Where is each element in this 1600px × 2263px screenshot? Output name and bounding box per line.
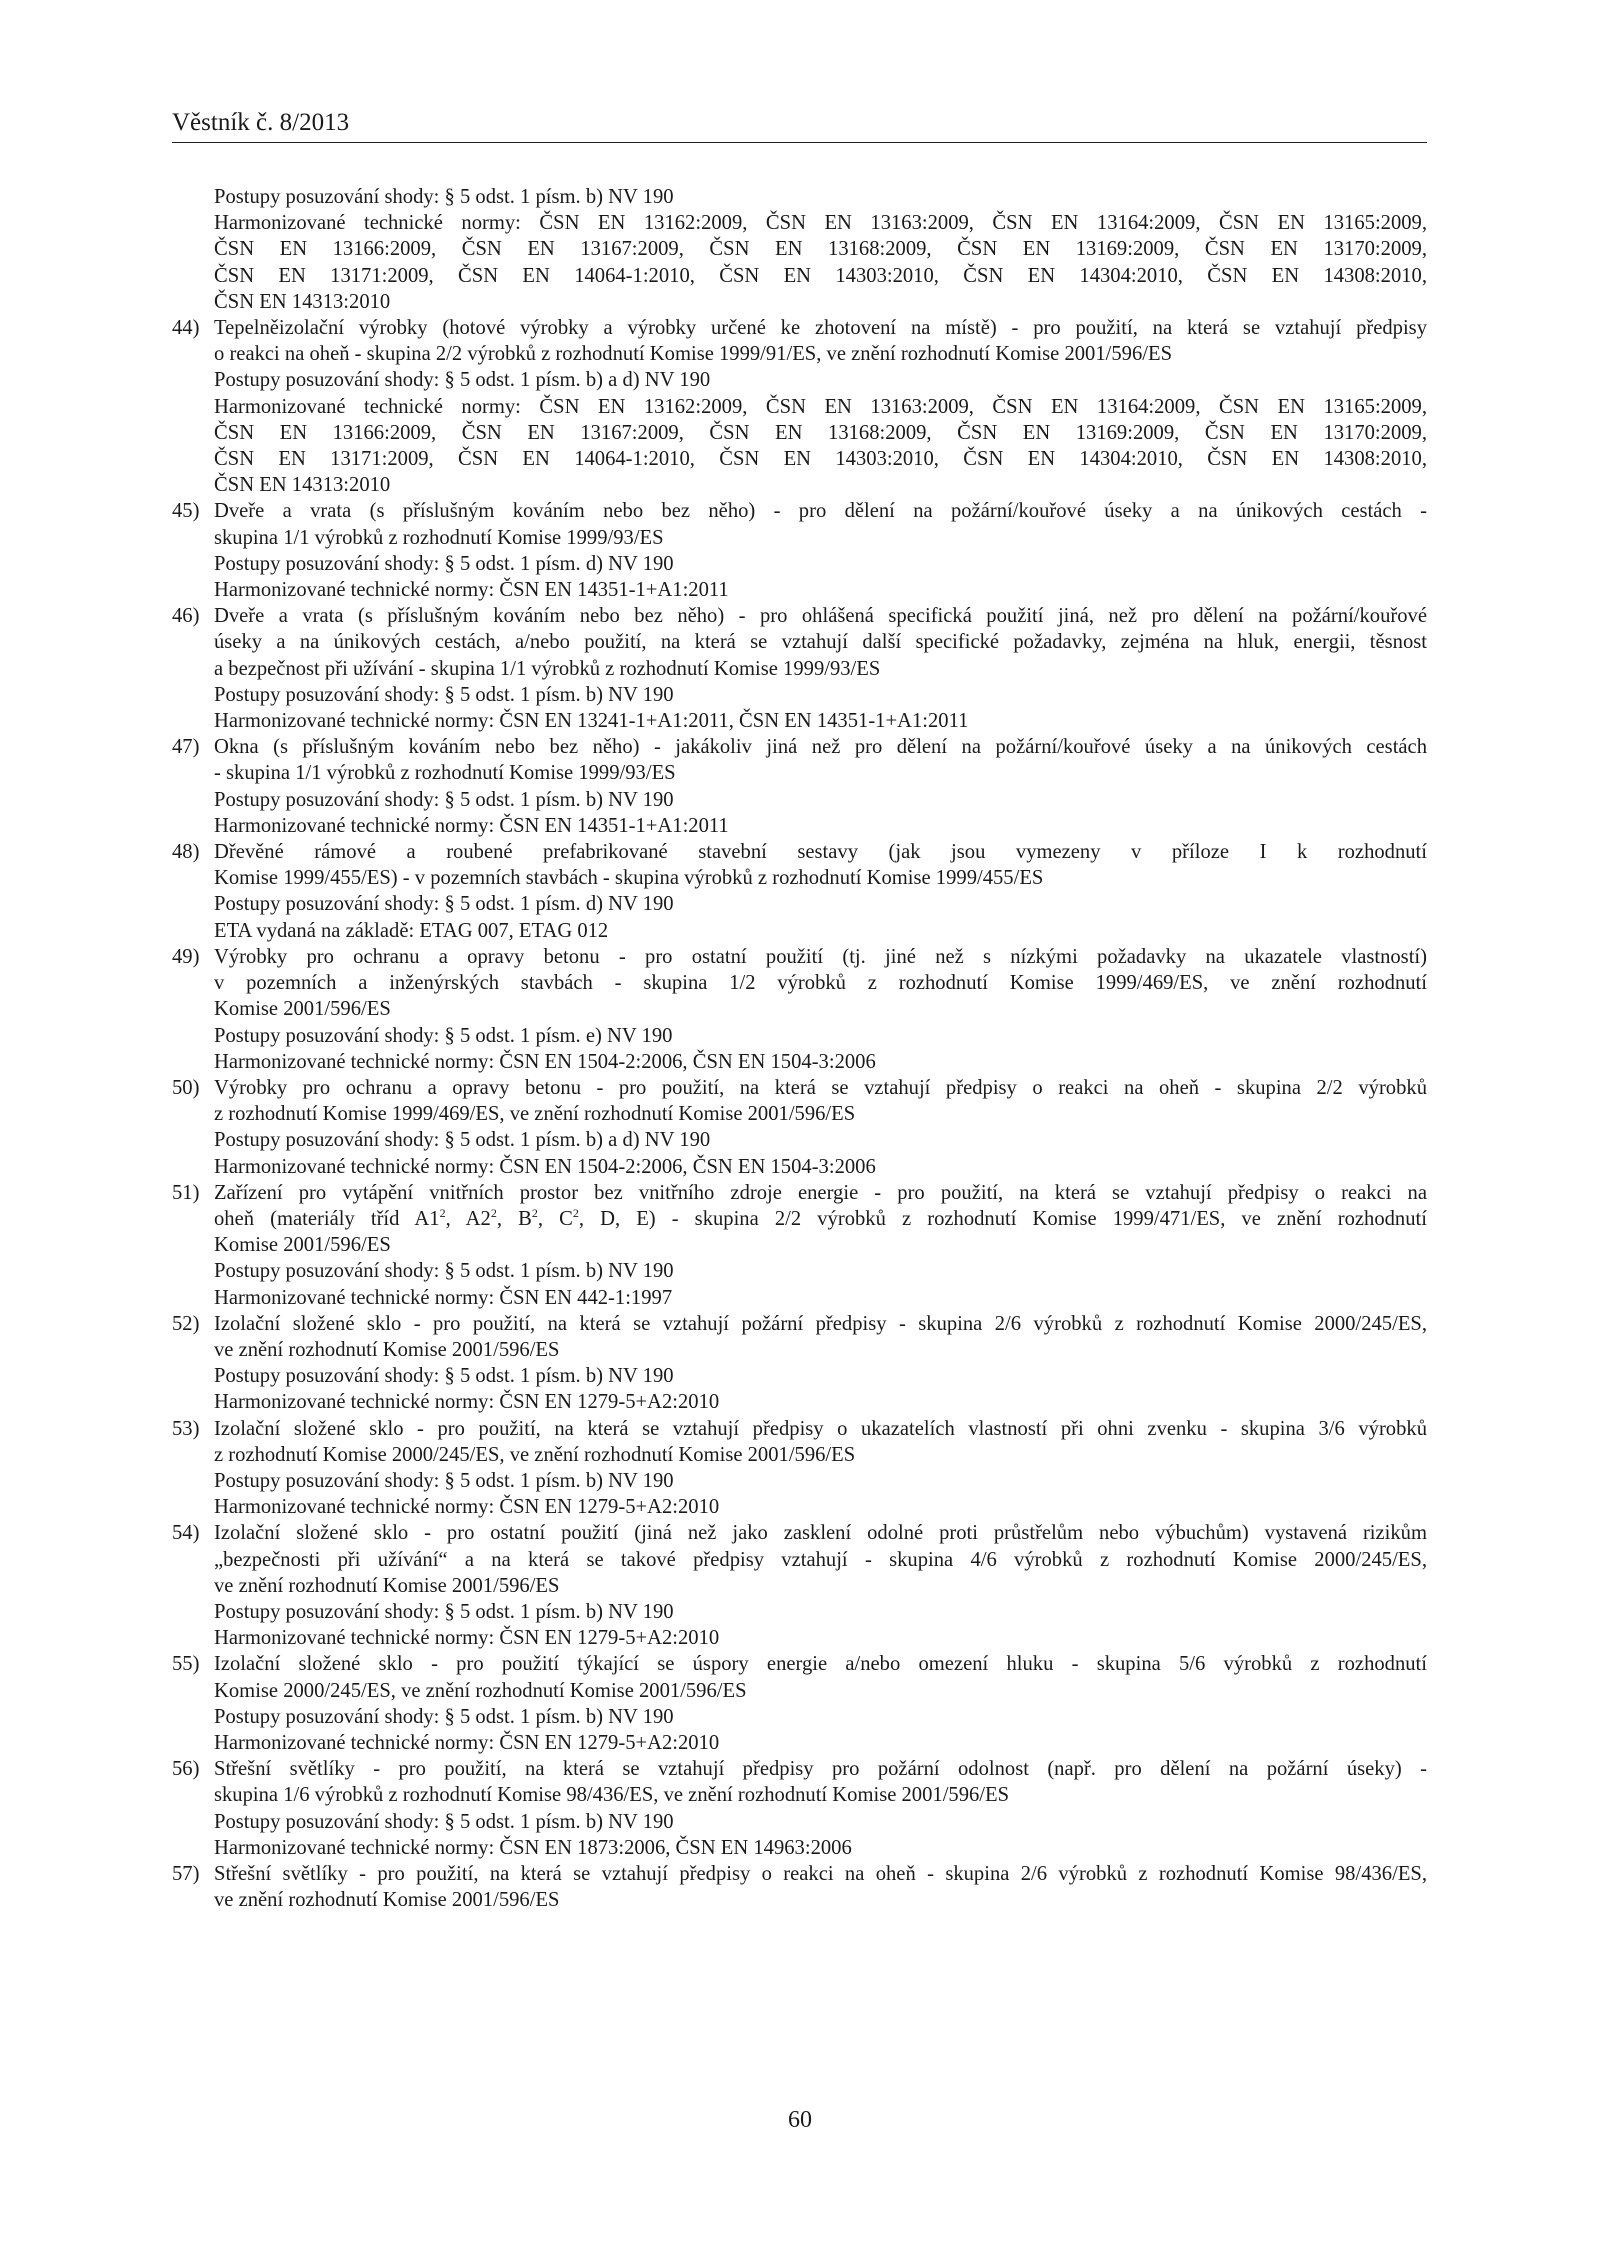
item-line: z rozhodnutí Komise 1999/469/ES, ve znění rozhodnutí Komise 2001/596/ES (214, 1103, 856, 1126)
item-line: Harmonizované technické normy: ČSN EN 1279-5+A2:2010 (214, 1731, 720, 1754)
list-item (172, 1416, 1427, 1521)
item-text: Střešní světlíky - pro použití, na která se vztahují předpisy o reakci na oheň - skupina 2/6 výrobků z rozhodnutí Komise 98/436/ES, (214, 1863, 1427, 1885)
item-line: Harmonizované technické normy: ČSN EN 1504-2:2006, ČSN EN 1504-3:2006 (214, 1155, 876, 1178)
page-number: 60 (788, 2107, 812, 2133)
list-item (172, 1520, 1427, 1651)
item-line: Harmonizované technické normy: ČSN EN 1279-5+A2:2010 (214, 1496, 720, 1519)
item-line: Postupy posuzování shody: § 5 odst. 1 písm. d) NV 190 (214, 552, 674, 575)
item-first-line (172, 1416, 1427, 1442)
item-line: ve znění rozhodnutí Komise 2001/596/ES (214, 1574, 560, 1597)
journal-title: Věstník č. 8/2013 (172, 109, 350, 136)
item-line: ČSN EN 13166:2009, ČSN EN 13167:2009, ČSN EN 13168:2009, ČSN EN 13169:2009, ČSN EN 13170:2009, (214, 421, 1427, 444)
document-body (172, 184, 1427, 1913)
item-number: 48) (172, 841, 200, 864)
item-line: Komise 2001/596/ES (214, 1234, 391, 1257)
item-text-part: , D, E) - skupina 2/2 výrobků z rozhodnutí Komise 1999/471/ES, ve znění rozhodnutí (578, 1207, 1427, 1230)
item-line: úseky a na únikových cestách, a/nebo použití, na která se vztahují další specifické požadavky, zejména na hluk, energii, těsnost (214, 631, 1427, 654)
item-line: Postupy posuzování shody: § 5 odst. 1 písm. b) NV 190 (214, 1600, 674, 1623)
list-item (172, 1180, 1427, 1311)
item-line: Postupy posuzování shody: § 5 odst. 1 písm. b) NV 190 (214, 1260, 674, 1283)
item-number: 56) (172, 1758, 200, 1781)
item-first-line (172, 1075, 1427, 1101)
item-line: ve znění rozhodnutí Komise 2001/596/ES (214, 1889, 560, 1912)
item-first-line (172, 1861, 1427, 1887)
item-text-part: , A2 (445, 1207, 491, 1230)
item-text: Izolační složené sklo - pro použití, na která se vztahují požární předpisy - skupina 2/6 výrobků z rozhodnutí Komise 2000/245/ES, (214, 1312, 1427, 1335)
item-number: 54) (172, 1522, 200, 1545)
item-line (172, 1206, 1427, 1232)
item-line: ETA vydaná na základě: ETAG 007, ETAG 012 (214, 919, 609, 942)
item-first-line (172, 1520, 1427, 1546)
item-text: Izolační složené sklo - pro ostatní použití (jiná než jako zasklení odolné proti průstřelům nebo výbuchům) vystavená rizikům (214, 1522, 1427, 1545)
item-line: Harmonizované technické normy: ČSN EN 442-1:1997 (214, 1286, 673, 1309)
item-number: 52) (172, 1312, 200, 1335)
list-item (172, 734, 1427, 839)
item-number: 50) (172, 1076, 200, 1099)
item-line: Komise 2001/596/ES (214, 998, 391, 1021)
item-text-part: oheň (materiály tříd A1 (214, 1207, 440, 1230)
list-item (172, 315, 1427, 498)
superscript: 2 (439, 1206, 446, 1221)
item-line: z rozhodnutí Komise 2000/245/ES, ve znění rozhodnutí Komise 2001/596/ES (214, 1443, 856, 1466)
item-line: Harmonizované technické normy: ČSN EN 1279-5+A2:2010 (214, 1627, 720, 1650)
item-first-line (172, 1651, 1427, 1677)
item-first-line (172, 1180, 1427, 1206)
item-text-part: , B (496, 1207, 532, 1230)
item-line: Harmonizované technické normy: ČSN EN 13162:2009, ČSN EN 13163:2009, ČSN EN 13164:2009, ČSN EN 13165:2009, (214, 395, 1427, 418)
list-item (172, 944, 1427, 1075)
item-number: 49) (172, 945, 200, 968)
list-item (172, 1651, 1427, 1756)
item-line: o reakci na oheň - skupina 2/2 výrobků z rozhodnutí Komise 1999/91/ES, ve znění rozhodnutí Komise 2001/596/ES (214, 343, 1173, 366)
item-line: Postupy posuzování shody: § 5 odst. 1 písm. b) a d) NV 190 (214, 1129, 711, 1152)
item-number: 55) (172, 1653, 200, 1676)
header-rule (172, 142, 1427, 143)
item-number: 46) (172, 605, 200, 628)
item-number: 44) (172, 317, 200, 340)
item-text: Střešní světlíky - pro použití, na která se vztahují předpisy pro požární odolnost (např. pro dělení na požární úseky) - (214, 1758, 1427, 1781)
item-line: Postupy posuzování shody: § 5 odst. 1 písm. b) a d) NV 190 (214, 369, 711, 392)
preamble-line: ČSN EN 14313:2010 (214, 290, 391, 313)
item-line: Harmonizované technické normy: ČSN EN 1873:2006, ČSN EN 14963:2006 (214, 1836, 852, 1859)
item-line: Harmonizované technické normy: ČSN EN 14351-1+A1:2011 (214, 579, 729, 602)
item-first-line (172, 944, 1427, 970)
preamble-line: Harmonizované technické normy: ČSN EN 13162:2009, ČSN EN 13163:2009, ČSN EN 13164:2009, ČSN EN 13165:2009, (214, 212, 1427, 235)
list-item (172, 1756, 1427, 1861)
item-text: Okna (s příslušným kováním nebo bez něho) - jakákoliv jiná než pro dělení na požární/kouřové úseky a na únikových cestách (214, 736, 1427, 759)
item-number: 45) (172, 500, 200, 523)
list-item (172, 1861, 1427, 1913)
list-item (172, 839, 1427, 944)
list-item (172, 1311, 1427, 1416)
preamble-line: Postupy posuzování shody: § 5 odst. 1 písm. b) NV 190 (214, 186, 674, 208)
item-line: a bezpečnost při užívání - skupina 1/1 výrobků z rozhodnutí Komise 1999/93/ES (214, 657, 881, 680)
item-line: Postupy posuzování shody: § 5 odst. 1 písm. b) NV 190 (214, 683, 674, 706)
item-first-line (172, 498, 1427, 524)
item-line: Postupy posuzování shody: § 5 odst. 1 písm. b) NV 190 (214, 1469, 674, 1492)
item-line: skupina 1/1 výrobků z rozhodnutí Komise 1999/93/ES (214, 526, 664, 549)
item-line: v pozemních a inženýrských stavbách - skupina 1/2 výrobků z rozhodnutí Komise 1999/469/ES, ve znění rozhodnutí (214, 972, 1427, 995)
item-line: Postupy posuzování shody: § 5 odst. 1 písm. b) NV 190 (214, 1365, 674, 1388)
item-text: Dveře a vrata (s příslušným kováním nebo bez něho) - pro dělení na požární/kouřové úseky a na únikových cestách - (214, 500, 1427, 523)
item-number: 51) (172, 1181, 200, 1204)
item-text: Zařízení pro vytápění vnitřních prostor bez vnitřního zdroje energie - pro použití, na která se vztahují předpisy o reakci na (214, 1181, 1427, 1204)
item-text: Dřevěné rámové a roubené prefabrikované stavební sestavy (jak jsou vymezeny v příloze I k rozhodnutí (214, 841, 1427, 864)
item-text: Tepelněizolační výrobky (hotové výrobky a výrobky určené ke zhotovení na místě) - pro použití, na která se vztahují předpisy (214, 317, 1427, 340)
item-first-line (172, 839, 1427, 865)
item-line: Postupy posuzování shody: § 5 odst. 1 písm. b) NV 190 (214, 1705, 674, 1728)
item-number: 47) (172, 736, 200, 759)
item-line: Postupy posuzování shody: § 5 odst. 1 písm. e) NV 190 (214, 1024, 673, 1047)
superscript: 2 (572, 1206, 579, 1221)
item-first-line (172, 1311, 1427, 1337)
item-line: „bezpečnosti při užívání“ a na která se takové předpisy vztahují - skupina 4/6 výrobků z rozhodnutí Komise 2000/245/ES, (214, 1548, 1427, 1571)
item-text: Izolační složené sklo - pro použití týkající se úspory energie a/nebo omezení hluku - skupina 5/6 výrobků z rozhodnutí (214, 1653, 1427, 1676)
item-first-line (172, 734, 1427, 760)
item-text: Izolační složené sklo - pro použití, na která se vztahují předpisy o ukazatelích vlastností při ohni zvenku - skupina 3/6 výrobků (214, 1417, 1427, 1440)
item-line: ČSN EN 14313:2010 (214, 474, 391, 497)
preamble-line: ČSN EN 13166:2009, ČSN EN 13167:2009, ČSN EN 13168:2009, ČSN EN 13169:2009, ČSN EN 13170:2009, (214, 238, 1427, 261)
item-text: Výrobky pro ochranu a opravy betonu - pro ostatní použití (tj. jiné než s nízkými požadavky na ukazatele vlastností) (214, 945, 1427, 968)
list-item (172, 1075, 1427, 1180)
item-number: 53) (172, 1417, 200, 1440)
item-line: Postupy posuzování shody: § 5 odst. 1 písm. d) NV 190 (214, 893, 674, 916)
item-line: Harmonizované technické normy: ČSN EN 13241-1+A1:2011, ČSN EN 14351-1+A1:2011 (214, 710, 969, 733)
item-line: Harmonizované technické normy: ČSN EN 1504-2:2006, ČSN EN 1504-3:2006 (214, 1050, 876, 1073)
item-line: Postupy posuzování shody: § 5 odst. 1 písm. b) NV 190 (214, 788, 674, 811)
item-line: Harmonizované technické normy: ČSN EN 1279-5+A2:2010 (214, 1391, 720, 1414)
list-item (172, 498, 1427, 603)
list-item (172, 603, 1427, 734)
item-line: Komise 2000/245/ES, ve znění rozhodnutí Komise 2001/596/ES (214, 1679, 747, 1702)
item-text: Výrobky pro ochranu a opravy betonu - pro použití, na která se vztahují předpisy o reakci na oheň - skupina 2/2 výrobků (214, 1076, 1427, 1099)
superscript: 2 (531, 1206, 538, 1221)
item-line: ČSN EN 13171:2009, ČSN EN 14064-1:2010, ČSN EN 14303:2010, ČSN EN 14304:2010, ČSN EN 14308:2010, (214, 448, 1427, 471)
item-text: Dveře a vrata (s příslušným kováním nebo bez něho) - pro ohlášená specifická použití jiná, než pro dělení na požární/kouřové (214, 605, 1427, 628)
item-line: skupina 1/6 výrobků z rozhodnutí Komise 98/436/ES, ve znění rozhodnutí Komise 2001/596/ES (214, 1784, 1010, 1807)
item-first-line (172, 1756, 1427, 1782)
item-line: Komise 1999/455/ES) - v pozemních stavbách - skupina výrobků z rozhodnutí Komise 1999/455/ES (214, 867, 1044, 890)
item-line: Postupy posuzování shody: § 5 odst. 1 písm. b) NV 190 (214, 1810, 674, 1833)
preamble-line: ČSN EN 13171:2009, ČSN EN 14064-1:2010, ČSN EN 14303:2010, ČSN EN 14304:2010, ČSN EN 14308:2010, (214, 264, 1427, 287)
item-first-line (172, 315, 1427, 341)
item-line: - skupina 1/1 výrobků z rozhodnutí Komise 1999/93/ES (214, 762, 676, 785)
item-line: ve znění rozhodnutí Komise 2001/596/ES (214, 1338, 560, 1361)
item-line: Harmonizované technické normy: ČSN EN 14351-1+A1:2011 (214, 814, 729, 837)
item-number: 57) (172, 1863, 200, 1885)
superscript: 2 (490, 1206, 497, 1221)
item-first-line (172, 603, 1427, 629)
item-text-part: , C (537, 1207, 573, 1230)
page-header (172, 108, 1427, 143)
